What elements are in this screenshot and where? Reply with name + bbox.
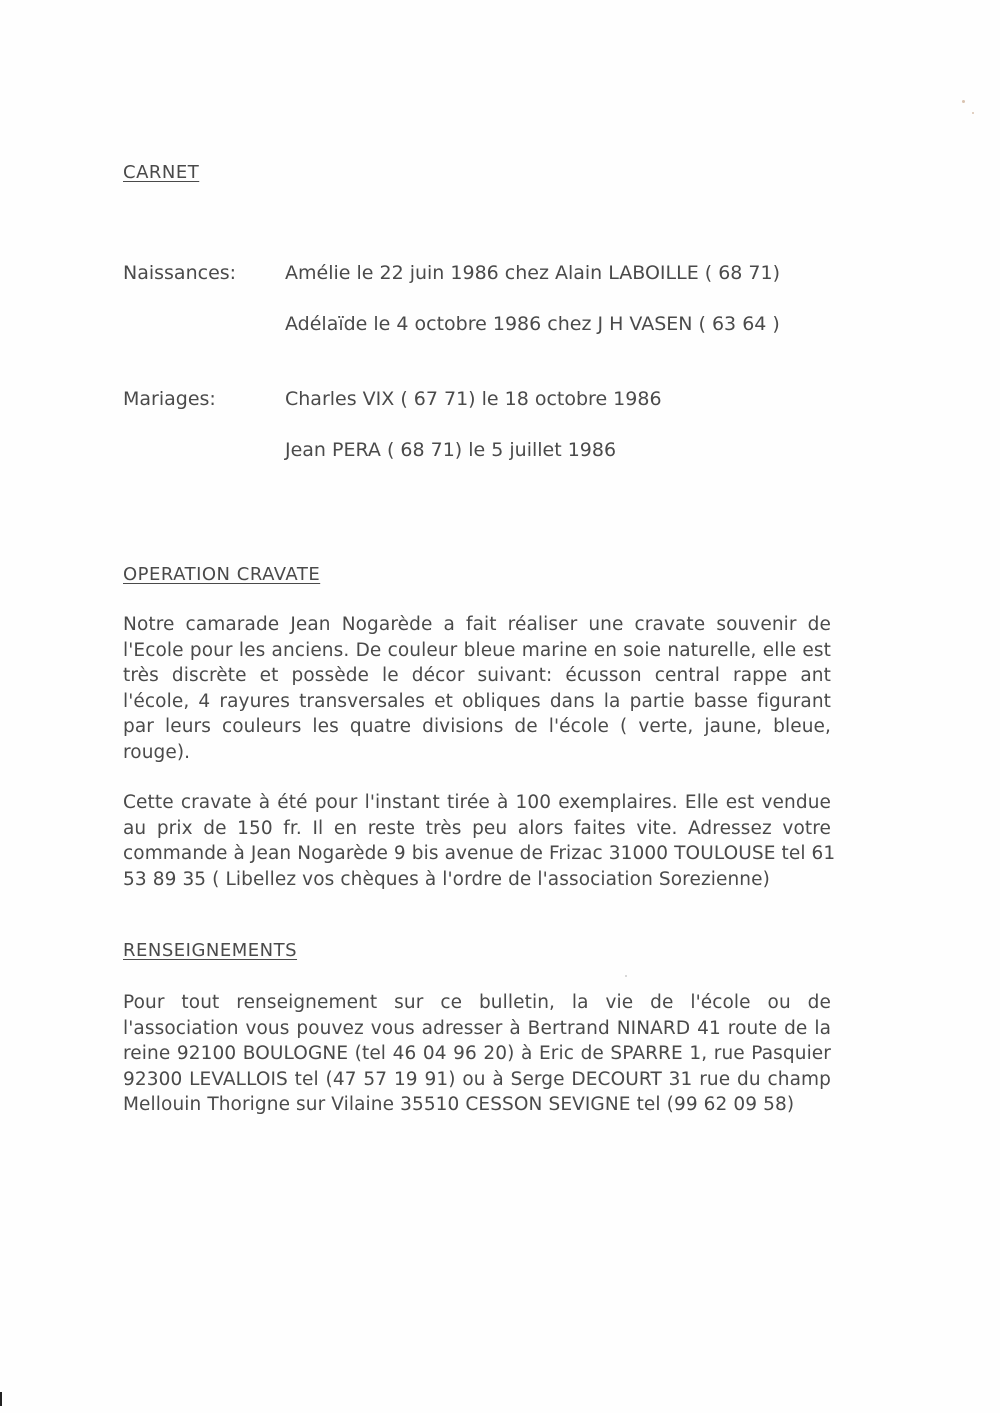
cravate-paragraph-1: [123, 612, 831, 765]
scan-speck: [972, 112, 974, 114]
naissance-entry: Adélaïde le 4 octobre 1986 chez J H VASEN ( 63 64 ): [285, 313, 780, 335]
scan-edge-mark: [0, 1392, 2, 1406]
text-line: reine 92100 BOULOGNE (tel 46 04 96 20) à Eric de SPARRE 1, rue Pasquier: [123, 1043, 831, 1064]
text-line: l'Ecole pour les anciens. De couleur bleue marine en soie naturelle, elle est: [123, 639, 831, 661]
text-line: commande à Jean Nogarède 9 bis avenue de Frizac 31000 TOULOUSE tel 61: [123, 843, 836, 864]
mariage-entry: Charles VIX ( 67 71) le 18 octobre 1986: [285, 388, 662, 410]
naissance-entry: Amélie le 22 juin 1986 chez Alain LABOILLE ( 68 71): [285, 262, 781, 284]
mariage-entry: Jean PERA ( 68 71) le 5 juillet 1986: [285, 439, 617, 461]
scan-speck: [625, 975, 627, 977]
cravate-heading: OPERATION CRAVATE: [123, 564, 321, 585]
renseignements-heading: RENSEIGNEMENTS: [123, 940, 298, 961]
naissances-label: Naissances:: [123, 262, 237, 284]
text-line: par leurs couleurs les quatre divisions de l'école ( verte, jaune, bleue,: [123, 716, 831, 737]
text-line: au prix de 150 fr. Il en reste très peu alors faites vite. Adressez votre: [123, 817, 831, 839]
text-line: 53 89 35 ( Libellez vos chèques à l'ordre de l'association Sorezienne): [123, 868, 770, 890]
text-line: l'école, 4 rayures transversales et obliques dans la partie basse figurant: [123, 690, 831, 712]
text-line: Cette cravate à été pour l'instant tirée à 100 exemplaires. Elle est vendue: [123, 792, 831, 813]
scan-speck: [962, 100, 965, 103]
text-line: Notre camarade Jean Nogarède a fait réaliser une cravate souvenir de: [123, 614, 831, 635]
text-line: Mellouin Thorigne sur Vilaine 35510 CESSON SEVIGNE tel (99 62 09 58): [123, 1094, 795, 1115]
text-line: très discrète et possède le décor suivant: écusson central rappe ant: [123, 665, 831, 686]
text-line: l'association vous pouvez vous adresser à Bertrand NINARD 41 route de la: [123, 1017, 831, 1039]
text-line: 92300 LEVALLOIS tel (47 57 19 91) ou à Serge DECOURT 31 rue du champ: [123, 1068, 831, 1090]
renseignements-paragraph: [123, 990, 831, 1118]
carnet-heading: CARNET: [123, 162, 200, 183]
mariages-label: Mariages:: [123, 388, 216, 410]
text-line: Pour tout renseignement sur ce bulletin, la vie de l'école ou de: [123, 992, 831, 1013]
cravate-paragraph-2: [123, 790, 836, 892]
text-line: rouge).: [123, 741, 191, 763]
